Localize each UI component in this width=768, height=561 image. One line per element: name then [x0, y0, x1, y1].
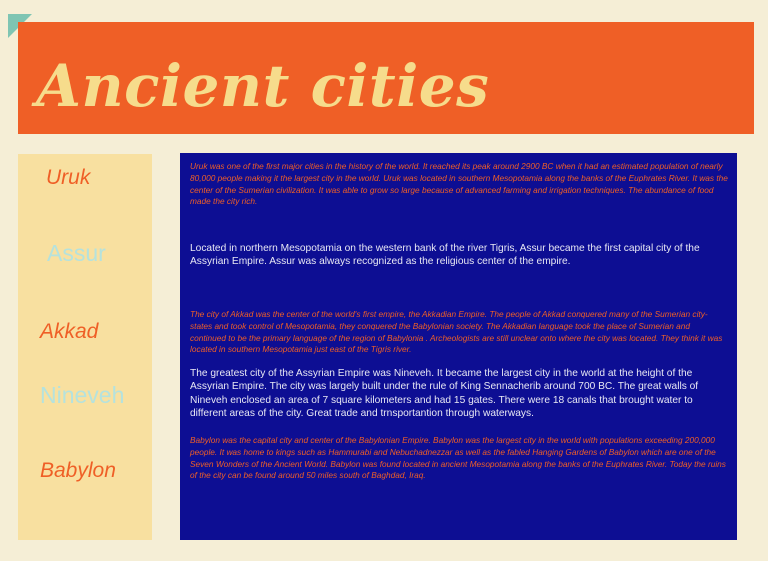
city-label-uruk: Uruk [46, 166, 91, 189]
city-label-babylon: Babylon [40, 459, 116, 482]
description-assur: Located in northern Mesopotamia on the western bank of the river Tigris, Assur became the first capital city of the Assyrian Empire. Assur was always recognized as the religious center of the empire. [190, 243, 700, 268]
title-banner [18, 22, 754, 134]
city-label-assur: Assur [47, 240, 106, 266]
page-title: Ancient cities [36, 52, 490, 120]
description-akkad: The city of Akkad was the center of the world's first empire, the Akkadian Empire. The people of Akkad conquered many of the Sumerian city-states and took control of Mesopotamia, they conquered the Babylonian society. The Akkadian language took the place of Sumerian and continued to be the primary language of the region of Babylonia . Archeologists are still unclear onto where the city was located. They think it was located in southern Mesopotamia just east of the Tigris river. [190, 309, 723, 355]
city-descriptions-panel [180, 153, 737, 540]
city-label-akkad: Akkad [40, 320, 99, 343]
description-uruk: Uruk was one of the first major cities in the history of the world. It reached its peak around 2900 BC when it had an estimated population of nearly 80,000 people making it the largest city in the world. Uruk was located in southern Mesopotamia along the banks of the Euphrates River. It was the center of the Sumerian civilization. It was able to grow so large because of advanced farming and irrigation techniques. The abundance of food made the city rich. [190, 161, 728, 207]
description-nineveh: The greatest city of the Assyrian Empire was Nineveh. It became the largest city in the world at the height of the Assyrian Empire. The city was largely built under the rule of King Sennacherib around 700 BC. The great walls of Nineveh enclosed an area of 7 square kilometers and had 15 gates. There were 18 canals that brought water to different areas of the city. Great trade and trnsportantion through waterways. [190, 368, 699, 420]
city-label-nineveh: Nineveh [40, 382, 125, 408]
description-babylon: Babylon was the capital city and center of the Babylonian Empire. Babylon was the largest city in the world with populations exceeding 200,000 people. It was home to kings such as Hammurabi and Nebuchadnezzar as well as the fabled Hanging Gardens of Babylon which are one of the Seven Wonders of the Ancient World. Babylon was found located in ancient Mesopotamia along the banks of the Euphrates River. Today the ruins of the city can be found around 50 miles south of Baghdad, Iraq. [190, 435, 726, 481]
city-names-sidebar [18, 154, 152, 540]
